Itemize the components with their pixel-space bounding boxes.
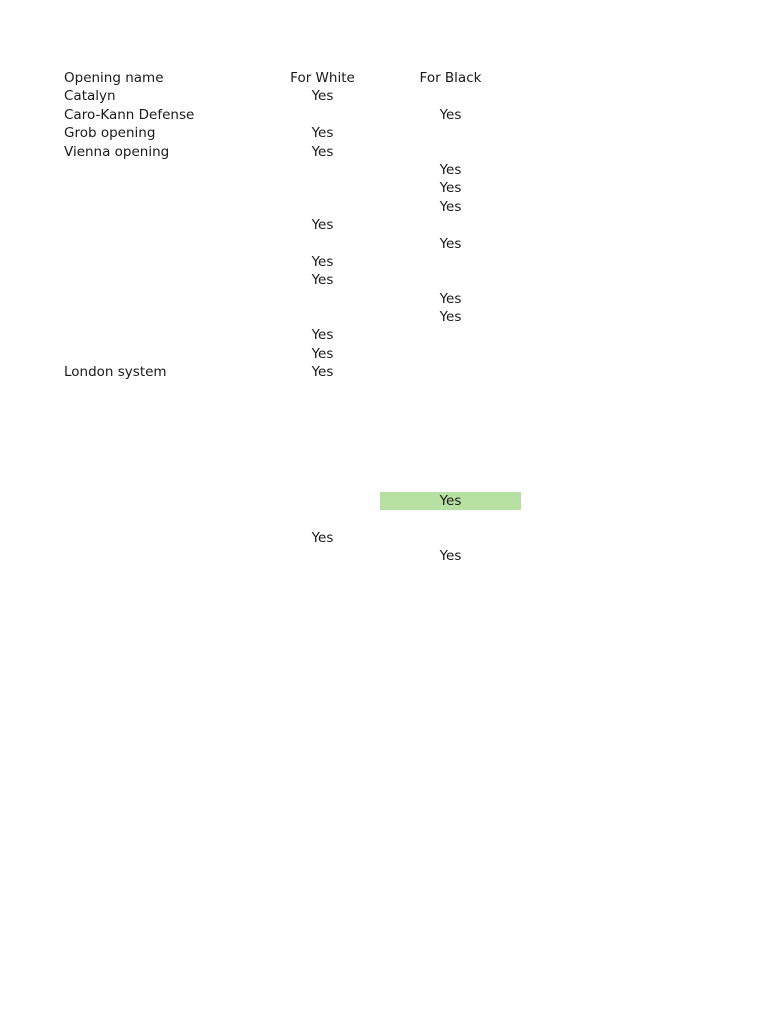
for-white-cell[interactable]	[260, 290, 385, 308]
opening-name-cell[interactable]	[64, 235, 254, 253]
table-row	[60, 235, 530, 253]
for-black-cell[interactable]: Yes	[439, 161, 462, 178]
header-for-white[interactable]: For White	[290, 70, 355, 86]
opening-name-cell[interactable]	[64, 474, 254, 492]
for-black-cell[interactable]: Yes	[439, 235, 462, 252]
for-white-cell[interactable]: Yes	[311, 272, 334, 289]
table-row	[60, 87, 530, 105]
opening-name-cell[interactable]	[64, 161, 254, 179]
opening-name-cell[interactable]: Grob opening	[64, 125, 156, 142]
for-white-cell[interactable]: Yes	[311, 143, 334, 160]
for-white-cell[interactable]: Yes	[311, 253, 334, 270]
table-row	[60, 143, 530, 161]
opening-name-cell[interactable]	[64, 418, 254, 436]
for-black-cell[interactable]	[380, 124, 521, 142]
for-white-cell[interactable]	[260, 455, 385, 473]
for-white-cell[interactable]	[260, 308, 385, 326]
opening-name-cell[interactable]	[64, 437, 254, 455]
for-white-cell[interactable]	[260, 474, 385, 492]
for-black-cell[interactable]	[380, 363, 521, 381]
table-row	[60, 363, 530, 381]
table-row	[60, 400, 530, 418]
table-row	[60, 418, 530, 436]
table-row	[60, 474, 530, 492]
for-white-cell[interactable]: Yes	[311, 327, 334, 344]
for-white-cell[interactable]	[260, 400, 385, 418]
table-row	[60, 326, 530, 344]
for-white-cell[interactable]: Yes	[311, 88, 334, 105]
for-white-cell[interactable]	[260, 106, 385, 124]
opening-name-cell[interactable]	[64, 179, 254, 197]
for-white-cell[interactable]	[260, 418, 385, 436]
table-row	[60, 382, 530, 400]
table-row	[60, 455, 530, 473]
for-black-cell[interactable]	[380, 455, 521, 473]
opening-name-cell[interactable]	[64, 290, 254, 308]
for-black-cell[interactable]: Yes	[439, 180, 462, 197]
opening-name-cell[interactable]	[64, 308, 254, 326]
for-white-cell[interactable]	[260, 235, 385, 253]
for-black-cell[interactable]: Yes	[439, 309, 462, 326]
table-row	[60, 216, 530, 234]
opening-name-cell[interactable]	[64, 529, 254, 547]
for-white-cell[interactable]	[260, 437, 385, 455]
opening-name-cell[interactable]	[64, 547, 254, 565]
for-black-cell[interactable]	[380, 326, 521, 344]
header-opening-name[interactable]: Opening name	[64, 70, 164, 86]
table-row	[60, 161, 530, 179]
for-white-cell[interactable]	[260, 198, 385, 216]
for-black-cell[interactable]	[380, 216, 521, 234]
for-white-cell[interactable]	[260, 382, 385, 400]
opening-name-cell[interactable]: Caro-Kann Defense	[64, 106, 195, 123]
for-black-cell[interactable]: Yes	[439, 290, 462, 307]
for-black-cell[interactable]	[380, 474, 521, 492]
opening-name-cell[interactable]	[64, 455, 254, 473]
table-row	[60, 124, 530, 142]
table-row	[60, 437, 530, 455]
for-white-cell[interactable]: Yes	[311, 125, 334, 142]
for-black-cell[interactable]	[380, 400, 521, 418]
table-row	[60, 179, 530, 197]
for-black-cell[interactable]: Yes	[380, 492, 521, 510]
for-black-cell[interactable]	[380, 529, 521, 547]
table-row	[60, 198, 530, 216]
for-black-cell[interactable]	[380, 271, 521, 289]
table-row	[60, 345, 530, 363]
opening-name-cell[interactable]: Catalyn	[64, 88, 116, 105]
header-row	[60, 69, 530, 87]
opening-name-cell[interactable]	[64, 400, 254, 418]
table-row	[60, 290, 530, 308]
opening-name-cell[interactable]	[64, 216, 254, 234]
for-black-cell[interactable]	[380, 437, 521, 455]
table-row	[60, 106, 530, 124]
table-row	[60, 308, 530, 326]
opening-name-cell[interactable]	[64, 382, 254, 400]
for-white-cell[interactable]: Yes	[311, 364, 334, 381]
opening-name-cell[interactable]	[64, 271, 254, 289]
for-white-cell[interactable]	[260, 492, 385, 510]
for-black-cell[interactable]: Yes	[439, 548, 462, 565]
for-black-cell[interactable]	[380, 345, 521, 363]
for-black-cell[interactable]	[380, 418, 521, 436]
table-row	[60, 510, 530, 528]
opening-name-cell[interactable]	[64, 510, 254, 528]
table-row	[60, 492, 530, 510]
opening-name-cell[interactable]	[64, 198, 254, 216]
for-white-cell[interactable]	[260, 547, 385, 565]
for-black-cell[interactable]: Yes	[439, 198, 462, 215]
table-row	[60, 529, 530, 547]
for-black-cell[interactable]: Yes	[439, 106, 462, 123]
for-black-cell[interactable]	[380, 510, 521, 528]
for-white-cell[interactable]: Yes	[311, 217, 334, 234]
for-black-cell[interactable]	[380, 87, 521, 105]
table-row	[60, 547, 530, 565]
for-white-cell[interactable]	[260, 179, 385, 197]
opening-name-cell[interactable]: Vienna opening	[64, 143, 170, 160]
openings-table	[60, 69, 530, 566]
for-white-cell[interactable]: Yes	[311, 345, 334, 362]
table-row	[60, 253, 530, 271]
opening-name-cell[interactable]: London system	[64, 364, 167, 381]
for-black-cell[interactable]	[380, 382, 521, 400]
for-white-cell[interactable]	[260, 510, 385, 528]
table-body	[60, 87, 530, 565]
opening-name-cell[interactable]	[64, 345, 254, 363]
header-for-black[interactable]: For Black	[419, 70, 482, 86]
for-black-cell[interactable]	[380, 253, 521, 271]
for-white-cell[interactable]: Yes	[311, 529, 334, 546]
opening-name-cell[interactable]	[64, 253, 254, 271]
for-black-cell[interactable]	[380, 143, 521, 161]
table-row	[60, 271, 530, 289]
opening-name-cell[interactable]	[64, 326, 254, 344]
opening-name-cell[interactable]	[64, 492, 254, 510]
for-white-cell[interactable]	[260, 161, 385, 179]
